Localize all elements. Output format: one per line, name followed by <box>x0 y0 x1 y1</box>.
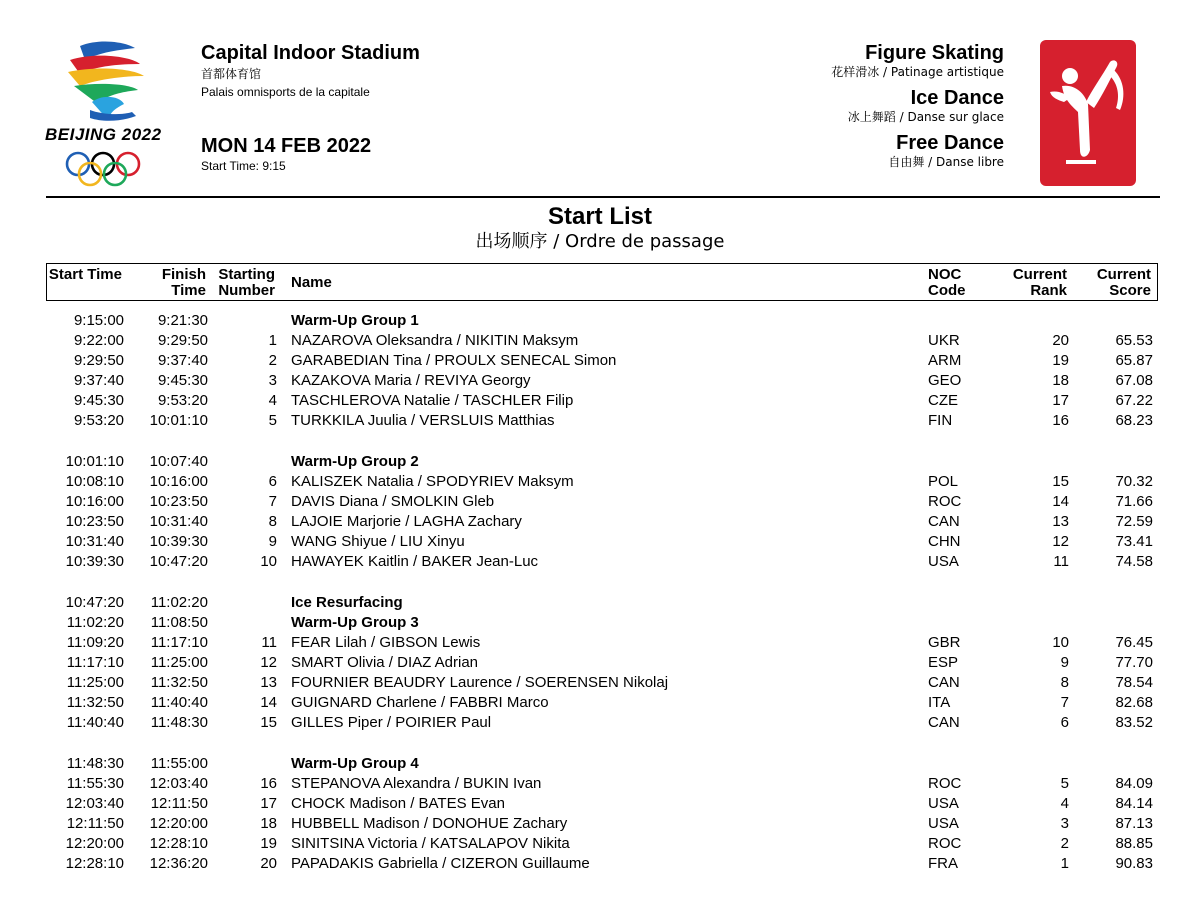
starting-number-cell: 7 <box>268 493 277 511</box>
starting-number-cell: 13 <box>260 674 277 692</box>
table-row <box>0 633 1200 653</box>
finish-time-cell: 12:11:50 <box>150 794 208 812</box>
current-score-cell: 77.70 <box>1115 654 1153 671</box>
emblem-ribbon-yellow <box>68 69 144 86</box>
name-cell: STEPANOVA Alexandra / BUKIN Ivan <box>291 774 542 792</box>
current-rank-cell: 8 <box>1060 674 1069 692</box>
table-row <box>0 693 1200 713</box>
start-time-cell: 12:20:00 <box>65 835 124 853</box>
finish-time-cell: 9:45:30 <box>157 372 208 390</box>
starting-number-cell: 19 <box>260 835 277 853</box>
start-time-cell: 12:28:10 <box>65 855 124 873</box>
noc-code-cell: USA <box>928 814 959 832</box>
name-cell: NAZAROVA Oleksandra / NIKITIN Maksym <box>291 332 579 350</box>
start-time-cell: 9:45:30 <box>73 392 124 410</box>
current-score-cell: 71.66 <box>1115 493 1153 511</box>
current-rank-cell: 1 <box>1060 855 1069 873</box>
name-cell: LAJOIE Marjorie / LAGHA Zachary <box>291 513 522 531</box>
start-time-cell: 12:11:50 <box>66 814 124 832</box>
starting-number-cell: 8 <box>268 513 277 531</box>
current-score-cell: 65.87 <box>1115 352 1153 370</box>
start-time-cell: 9:53:20 <box>73 412 124 430</box>
noc-code-cell: UKR <box>928 332 960 350</box>
name-cell: Warm-Up Group 2 <box>291 452 419 470</box>
event-discipline <box>831 87 1004 125</box>
finish-time-cell: 12:20:00 <box>149 814 208 832</box>
table-row <box>0 472 1200 492</box>
start-time-cell: 10:39:30 <box>65 553 124 571</box>
start-time-cell: 11:25:00 <box>66 674 124 692</box>
current-score-cell: 78.54 <box>1115 674 1153 692</box>
noc-code-cell: FIN <box>928 412 953 430</box>
current-score-cell: 73.41 <box>1115 533 1153 551</box>
table-row <box>0 713 1200 733</box>
noc-code-cell: FRA <box>928 855 958 873</box>
table-group-row <box>0 311 1200 331</box>
table-row <box>0 512 1200 532</box>
starting-number-cell: 11 <box>261 633 277 651</box>
name-cell: WANG Shiyue / LIU Xinyu <box>291 533 465 551</box>
current-rank-cell: 3 <box>1060 814 1069 832</box>
start-time: Start Time: 9:15 <box>201 159 286 173</box>
finish-time-cell: 10:07:40 <box>149 452 208 470</box>
finish-time-cell: 9:29:50 <box>157 332 208 350</box>
noc-code-cell: CZE <box>928 392 958 410</box>
table-row <box>0 331 1200 351</box>
table-row <box>0 854 1200 874</box>
finish-time-cell: 11:32:50 <box>150 674 208 692</box>
event-date: MON 14 FEB 2022 <box>201 135 372 157</box>
current-rank-cell: 7 <box>1060 694 1069 712</box>
name-cell: Warm-Up Group 3 <box>291 613 419 631</box>
current-score-cell: 70.32 <box>1115 472 1153 490</box>
olympic-rings-icon <box>67 153 139 185</box>
current-rank-cell: 2 <box>1060 835 1069 853</box>
table-group-row <box>0 593 1200 613</box>
name-cell: CHOCK Madison / BATES Evan <box>291 794 505 812</box>
event-segment-subtitle: 自由舞 / Danse libre <box>888 155 1004 169</box>
name-cell: Warm-Up Group 4 <box>291 754 419 772</box>
table-row <box>0 391 1200 411</box>
name-cell: SMART Olivia / DIAZ Adrian <box>291 654 479 671</box>
start-time-cell: 9:15:00 <box>73 312 124 329</box>
column-header-starting-number: Starting Number <box>218 266 275 299</box>
starting-number-cell: 9 <box>268 533 277 551</box>
noc-code-cell: ITA <box>928 694 951 712</box>
column-header-current-rank: Current Rank <box>1012 266 1067 299</box>
finish-time-cell: 12:28:10 <box>149 835 208 853</box>
start-time-cell: 10:23:50 <box>65 513 124 531</box>
starting-number-cell: 12 <box>260 654 277 671</box>
date-block <box>201 135 371 174</box>
start-time-cell: 11:40:40 <box>66 714 124 732</box>
starting-number-cell: 1 <box>268 332 277 350</box>
name-cell: FOURNIER BEAUDRY Laurence / SOERENSEN Nikolaj <box>291 674 669 692</box>
event-segment-title: Free Dance <box>896 132 1004 154</box>
venue-block <box>201 42 420 100</box>
current-rank-cell: 9 <box>1060 654 1069 671</box>
current-score-cell: 88.85 <box>1115 835 1153 853</box>
noc-code-cell: GEO <box>928 372 962 390</box>
column-header-noc-code: NOC Code <box>928 266 966 299</box>
name-cell: HAWAYEK Kaitlin / BAKER Jean-Luc <box>291 553 539 571</box>
table-group-row <box>0 452 1200 472</box>
finish-time-cell: 10:16:00 <box>149 472 208 490</box>
name-cell: Ice Resurfacing <box>291 593 403 611</box>
column-header-current-score: Current Score <box>1096 266 1151 299</box>
current-score-cell: 74.58 <box>1115 553 1153 571</box>
start-time-cell: 11:09:20 <box>66 633 124 651</box>
event-sport-subtitle: 花样滑冰 / Patinage artistique <box>831 65 1004 79</box>
column-header-finish-time: Finish Time <box>161 266 206 299</box>
current-score-cell: 67.08 <box>1115 372 1153 390</box>
start-time-cell: 9:22:00 <box>73 332 124 350</box>
document-title-block <box>0 203 1200 253</box>
finish-time-cell: 11:02:20 <box>150 593 208 611</box>
name-cell: PAPADAKIS Gabriella / CIZERON Guillaume <box>291 855 590 873</box>
starting-number-cell: 4 <box>268 392 277 410</box>
current-rank-cell: 16 <box>1052 412 1069 430</box>
finish-time-cell: 12:03:40 <box>149 774 208 792</box>
noc-code-cell: CAN <box>928 714 960 732</box>
event-sport-title: Figure Skating <box>865 42 1004 64</box>
current-score-cell: 84.09 <box>1115 774 1153 792</box>
table-row <box>0 774 1200 794</box>
start-time-cell: 10:08:10 <box>65 472 124 490</box>
current-rank-cell: 6 <box>1060 714 1069 732</box>
noc-code-cell: ROC <box>928 835 962 853</box>
noc-code-cell: ROC <box>928 774 962 792</box>
start-time-cell: 11:55:30 <box>66 774 124 792</box>
current-score-cell: 68.23 <box>1115 412 1153 430</box>
current-rank-cell: 14 <box>1052 493 1069 511</box>
finish-time-cell: 10:31:40 <box>149 513 208 531</box>
current-score-cell: 76.45 <box>1115 633 1153 651</box>
table-spacer <box>0 572 1200 592</box>
current-rank-cell: 20 <box>1052 332 1069 350</box>
name-cell: Warm-Up Group 1 <box>291 312 419 329</box>
name-cell: GUIGNARD Charlene / FABBRI Marco <box>291 694 549 712</box>
noc-code-cell: CAN <box>928 513 960 531</box>
noc-code-cell: GBR <box>928 633 961 651</box>
event-block <box>831 42 1004 177</box>
starting-number-cell: 3 <box>268 372 277 390</box>
finish-time-cell: 10:23:50 <box>149 493 208 511</box>
finish-time-cell: 10:39:30 <box>149 533 208 551</box>
finish-time-cell: 11:55:00 <box>150 754 208 772</box>
current-rank-cell: 11 <box>1053 553 1069 571</box>
finish-time-cell: 10:01:10 <box>149 412 208 430</box>
column-header-start-time: Start Time <box>48 266 122 283</box>
noc-code-cell: CHN <box>928 533 961 551</box>
start-time-cell: 10:16:00 <box>65 493 124 511</box>
current-score-cell: 72.59 <box>1115 513 1153 531</box>
start-time-cell: 11:48:30 <box>66 754 124 772</box>
start-time-cell: 11:17:10 <box>66 654 124 671</box>
document-subtitle: 出场顺序 / Ordre de passage <box>475 231 725 252</box>
name-cell: TASCHLEROVA Natalie / TASCHLER Filip <box>291 392 574 410</box>
start-time-cell: 10:01:10 <box>65 452 124 470</box>
name-cell: KAZAKOVA Maria / REVIYA Georgy <box>291 372 531 390</box>
table-row <box>0 492 1200 512</box>
name-cell: TURKKILA Juulia / VERSLUIS Matthias <box>291 412 555 430</box>
table-spacer <box>0 733 1200 753</box>
table-group-row <box>0 754 1200 774</box>
start-time-cell: 9:29:50 <box>73 352 124 370</box>
event-sport <box>831 42 1004 80</box>
finish-time-cell: 9:53:20 <box>157 392 208 410</box>
starting-number-cell: 2 <box>268 352 277 370</box>
finish-time-cell: 11:48:30 <box>150 714 208 732</box>
current-rank-cell: 18 <box>1052 372 1069 390</box>
start-time-cell: 12:03:40 <box>65 794 124 812</box>
start-list-table <box>0 311 1200 874</box>
start-time-cell: 9:37:40 <box>73 372 124 390</box>
finish-time-cell: 12:36:20 <box>149 855 208 873</box>
start-time-cell: 11:02:20 <box>66 613 124 631</box>
column-header-name: Name <box>291 274 332 291</box>
starting-number-cell: 18 <box>260 814 277 832</box>
finish-time-cell: 11:40:40 <box>150 694 208 712</box>
figure-skating-pictogram-icon <box>1040 40 1136 186</box>
table-header <box>46 263 1158 301</box>
current-score-cell: 83.52 <box>1115 714 1153 732</box>
name-cell: FEAR Lilah / GIBSON Lewis <box>291 633 481 651</box>
noc-code-cell: USA <box>928 553 959 571</box>
current-score-cell: 84.14 <box>1115 794 1153 812</box>
name-cell: KALISZEK Natalia / SPODYRIEV Maksym <box>291 472 574 490</box>
venue-title: Capital Indoor Stadium <box>201 42 420 64</box>
noc-code-cell: POL <box>928 472 959 490</box>
start-time-cell: 11:32:50 <box>66 694 124 712</box>
current-score-cell: 82.68 <box>1115 694 1153 712</box>
current-rank-cell: 4 <box>1060 794 1069 812</box>
table-row <box>0 673 1200 693</box>
starting-number-cell: 10 <box>260 553 277 571</box>
start-time-cell: 10:31:40 <box>65 533 124 551</box>
noc-code-cell: CAN <box>928 674 960 692</box>
current-score-cell: 90.83 <box>1115 855 1153 873</box>
starting-number-cell: 5 <box>268 412 277 430</box>
finish-time-cell: 11:25:00 <box>150 654 208 671</box>
table-row <box>0 351 1200 371</box>
current-rank-cell: 5 <box>1060 774 1069 792</box>
starting-number-cell: 17 <box>260 794 277 812</box>
name-cell: DAVIS Diana / SMOLKIN Gleb <box>291 493 495 511</box>
finish-time-cell: 10:47:20 <box>149 553 208 571</box>
starting-number-cell: 16 <box>260 774 277 792</box>
emblem-wordmark: BEIJING 2022 <box>45 125 162 144</box>
current-rank-cell: 19 <box>1052 352 1069 370</box>
finish-time-cell: 9:21:30 <box>157 312 208 329</box>
table-row <box>0 532 1200 552</box>
starting-number-cell: 6 <box>268 472 277 490</box>
venue-french: Palais omnisports de la capitale <box>201 85 370 99</box>
name-cell: SINITSINA Victoria / KATSALAPOV Nikita <box>291 835 570 853</box>
beijing-2022-emblem <box>40 38 170 188</box>
current-score-cell: 87.13 <box>1115 814 1153 832</box>
current-rank-cell: 13 <box>1052 513 1069 531</box>
noc-code-cell: ESP <box>928 654 959 671</box>
starting-number-cell: 20 <box>260 855 277 873</box>
noc-code-cell: USA <box>928 794 959 812</box>
name-cell: GARABEDIAN Tina / PROULX SENECAL Simon <box>291 352 617 370</box>
finish-time-cell: 9:37:40 <box>157 352 208 370</box>
noc-code-cell: ROC <box>928 493 962 511</box>
name-cell: GILLES Piper / POIRIER Paul <box>291 714 492 732</box>
current-rank-cell: 12 <box>1052 533 1069 551</box>
finish-time-cell: 11:08:50 <box>150 613 208 631</box>
current-rank-cell: 10 <box>1052 633 1069 651</box>
table-row <box>0 653 1200 673</box>
finish-time-cell: 11:17:10 <box>150 633 208 651</box>
venue-chinese: 首都体育馆 <box>201 67 262 81</box>
start-time-cell: 10:47:20 <box>65 593 124 611</box>
document-title: Start List <box>547 203 652 230</box>
table-row <box>0 411 1200 431</box>
table-row <box>0 834 1200 854</box>
table-row <box>0 552 1200 572</box>
starting-number-cell: 14 <box>260 694 277 712</box>
name-cell: HUBBELL Madison / DONOHUE Zachary <box>291 814 568 832</box>
starting-number-cell: 15 <box>260 714 277 732</box>
table-row <box>0 794 1200 814</box>
noc-code-cell: ARM <box>928 352 962 370</box>
event-segment <box>831 132 1004 170</box>
header-divider <box>46 196 1160 198</box>
event-discipline-title: Ice Dance <box>910 87 1004 109</box>
current-score-cell: 67.22 <box>1115 392 1153 410</box>
table-row <box>0 371 1200 391</box>
table-row <box>0 814 1200 834</box>
table-group-row <box>0 613 1200 633</box>
current-rank-cell: 15 <box>1052 472 1069 490</box>
event-discipline-subtitle: 冰上舞蹈 / Danse sur glace <box>847 110 1004 124</box>
emblem-ribbon-navy <box>90 110 136 121</box>
current-score-cell: 65.53 <box>1115 332 1153 350</box>
current-rank-cell: 17 <box>1052 392 1069 410</box>
table-spacer <box>0 432 1200 452</box>
